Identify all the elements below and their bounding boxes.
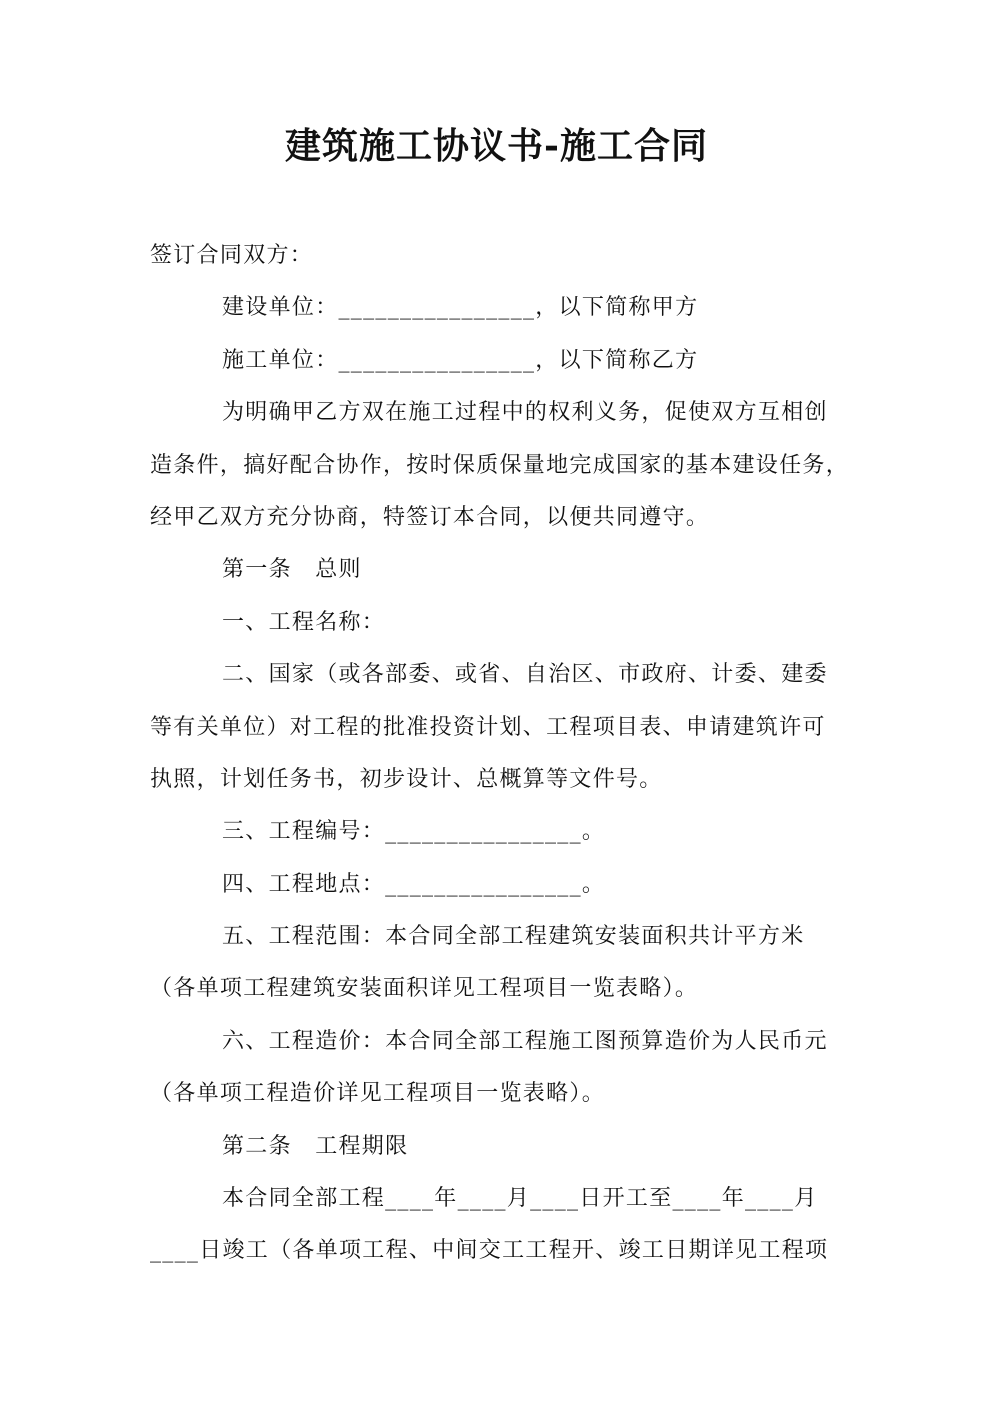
article-heading-1: 第一条 总则 <box>222 557 362 583</box>
clause-project-number: 三、工程编号：________________。 <box>222 819 606 845</box>
paragraph-line-party-a: 建设单位：________________，以下简称甲方 <box>222 295 699 321</box>
clause-project-period: 本合同全部工程____年____月____日开工至____年____月 <box>222 1186 818 1212</box>
paragraph-line: 造条件，搞好配合协作，按时保质保量地完成国家的基本建设任务， <box>150 452 850 478</box>
document-title: 建筑施工协议书-施工合同 <box>285 125 708 167</box>
clause-project-name: 一、工程名称： <box>222 609 386 635</box>
clause-project-scope: 五、工程范围：本合同全部工程建筑安装面积共计平方米 <box>222 924 805 950</box>
paragraph-line: （各单项工程造价详见工程项目一览表略）。 <box>150 1081 606 1107</box>
clause-approval: 二、国家（或各部委、或省、自治区、市政府、计委、建委 <box>222 662 828 688</box>
paragraph-line: （各单项工程建筑安装面积详见工程项目一览表略）。 <box>150 976 699 1002</box>
paragraph-line: 执照，计划任务书，初步设计、总概算等文件号。 <box>150 766 663 792</box>
paragraph-line: 为明确甲乙方双在施工过程中的权利义务，促使双方互相创 <box>222 400 828 426</box>
clause-project-location: 四、工程地点：________________。 <box>222 871 606 897</box>
clause-project-cost: 六、工程造价：本合同全部工程施工图预算造价为人民币元 <box>222 1028 828 1054</box>
paragraph-line: 等有关单位）对工程的批准投资计划、工程项目表、申请建筑许可 <box>150 714 826 740</box>
paragraph-line: 经甲乙双方充分协商，特签订本合同，以便共同遵守。 <box>150 504 710 530</box>
paragraph-line: ____日竣工（各单项工程、中间交工工程开、竣工日期详见工程项 <box>150 1238 829 1264</box>
paragraph-line-party-b: 施工单位：________________，以下简称乙方 <box>222 347 699 373</box>
article-heading-2: 第二条 工程期限 <box>222 1133 409 1159</box>
document-body <box>150 230 850 1278</box>
paragraph-line-parties-heading: 签订合同双方： <box>150 243 314 268</box>
